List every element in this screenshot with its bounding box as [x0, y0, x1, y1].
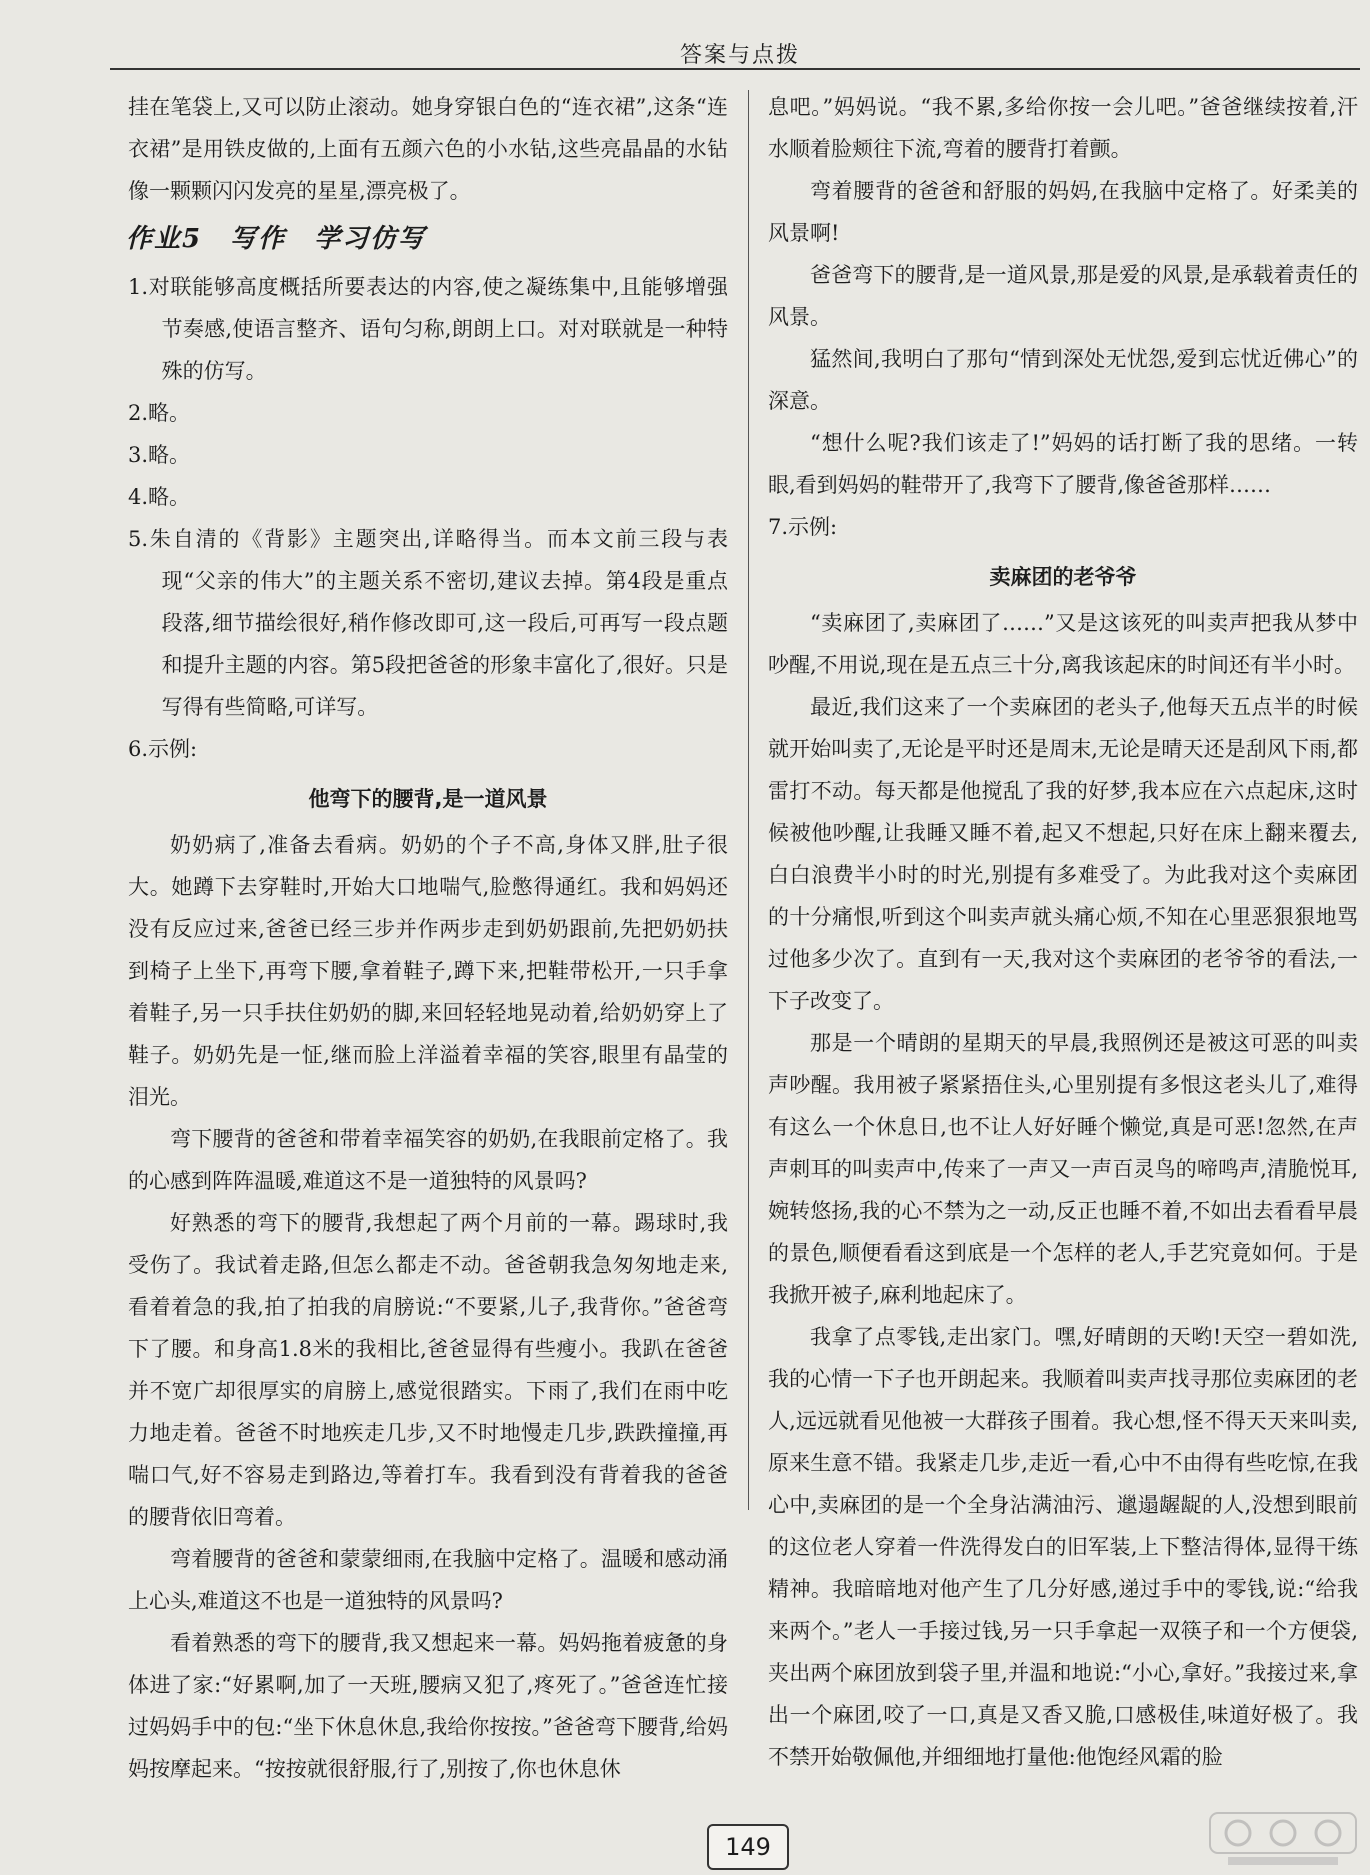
intro-paragraph: 挂在笔袋上,又可以防止滚动。她身穿银白色的“连衣裙”,这条“连衣裙”是用铁皮做的,上面有五颜六色的小水钻,这些亮晶晶的水钻像一颗颗闪闪发亮的星星,漂亮极了。	[128, 95, 728, 203]
essay1-continued-paragraph: 息吧。”妈妈说。“我不累,多给你按一会儿吧。”爸爸继续按着,汗水顺着脸颊往下流,弯着的腰背打着颤。	[768, 95, 1358, 161]
page-number: 149	[707, 1824, 789, 1870]
answer-item-4: 4.略。	[128, 485, 191, 509]
right-column	[768, 86, 1358, 1778]
essay1-continued-paragraph: 爸爸弯下的腰背,是一道风景,那是爱的风景,是承载着责任的风景。	[768, 263, 1358, 329]
answer-item-1: 1.对联能够高度概括所要表达的内容,使之凝练集中,且能够增强节奏感,使语言整齐、语句匀称,朗朗上口。对对联就是一种特殊的仿写。	[128, 275, 728, 383]
watermark-logo-icon	[1208, 1809, 1358, 1869]
essay1-paragraph: 看着熟悉的弯下的腰背,我又想起来一幕。妈妈拖着疲惫的身体进了家:“好累啊,加了一天班,腰病又犯了,疼死了。”爸爸连忙接过妈妈手中的包:“坐下休息休息,我给你按按。”爸爸弯下腰背,给妈妈按摩起来。“按按就很舒服,行了,别按了,你也休息休	[128, 1631, 728, 1781]
essay1-paragraph: 奶奶病了,准备去看病。奶奶的个子不高,身体又胖,肚子很大。她蹲下去穿鞋时,开始大口地喘气,脸憋得通红。我和妈妈还没有反应过来,爸爸已经三步并作两步走到奶奶跟前,先把奶奶扶到椅子上坐下,再弯下腰,拿着鞋子,蹲下来,把鞋带松开,一只手拿着鞋子,另一只手扶住奶奶的脚,来回轻轻地晃动着,给奶奶穿上了鞋子。奶奶先是一怔,继而脸上洋溢着幸福的笑容,眼里有晶莹的泪光。	[128, 833, 728, 1109]
essay2-paragraph: 我拿了点零钱,走出家门。嘿,好晴朗的天哟!天空一碧如洗,我的心情一下子也开朗起来。我顺着叫卖声找寻那位卖麻团的老人,远远就看见他被一大群孩子围着。我心想,怪不得天天来叫卖,原来生意不错。我紧走几步,走近一看,心中不由得有些吃惊,在我心中,卖麻团的是一个全身沾满油污、邋遢龌龊的人,没想到眼前的这位老人穿着一件洗得发白的旧军装,上下整洁得体,显得干练精神。我暗暗地对他产生了几分好感,递过手中的零钱,说:“给我来两个。”老人一手接过钱,另一只手拿起一双筷子和一个方便袋,夹出两个麻团放到袋子里,并温和地说:“小心,拿好。”我接过来,拿出一个麻团,咬了一口,真是又香又脆,口感极佳,味道好极了。我不禁开始敬佩他,并细细地打量他:他饱经风霜的脸	[768, 1325, 1358, 1769]
column-divider	[748, 90, 749, 1510]
answer-item-7: 7.示例:	[768, 515, 838, 539]
answer-item-5: 5.朱自清的《背影》主题突出,详略得当。而本文前三段与表现“父亲的伟大”的主题关系不密切,建议去掉。第4段是重点段落,细节描绘很好,稍作修改即可,这一段后,可再写一段点题和提升主题的内容。第5段把爸爸的形象丰富化了,很好。只是写得有些简略,可详写。	[128, 527, 728, 719]
essay1-paragraph: 弯着腰背的爸爸和蒙蒙细雨,在我脑中定格了。温暖和感动涌上心头,难道这不也是一道独特的风景吗?	[128, 1547, 728, 1613]
essay1-continued-paragraph: 弯着腰背的爸爸和舒服的妈妈,在我脑中定格了。好柔美的风景啊!	[768, 179, 1358, 245]
essay1-continued-paragraph: 猛然间,我明白了那句“情到深处无忧怨,爱到忘忧近佛心”的深意。	[768, 347, 1358, 413]
answer-item-2: 2.略。	[128, 401, 191, 425]
essay2-paragraph: 最近,我们这来了一个卖麻团的老头子,他每天五点半的时候就开始叫卖了,无论是平时还是周末,无论是晴天还是刮风下雨,都雷打不动。每天都是他搅乱了我的好梦,我本应在六点起床,这时候被他吵醒,让我睡又睡不着,起又不想起,只好在床上翻来覆去,白白浪费半小时的时光,别提有多难受了。为此我对这个卖麻团的十分痛恨,听到这个叫卖声就头痛心烦,不知在心里恶狠狠地骂过他多少次了。直到有一天,我对这个卖麻团的老爷爷的看法,一下子改变了。	[768, 695, 1358, 1013]
essay2-paragraph: 那是一个晴朗的星期天的早晨,我照例还是被这可恶的叫卖声吵醒。我用被子紧紧捂住头,心里别提有多恨这老头儿了,难得有这么一个休息日,也不让人好好睡个懒觉,真是可恶!忽然,在声声刺耳的叫卖声中,传来了一声又一声百灵鸟的啼鸣声,清脆悦耳,婉转悠扬,我的心不禁为之一动,反正也睡不着,不如出去看看早晨的景色,顺便看看这到底是一个怎样的老人,手艺究竟如何。于是我掀开被子,麻利地起床了。	[768, 1031, 1358, 1307]
essay2-paragraph: “卖麻团了,卖麻团了……”又是这该死的叫卖声把我从梦中吵醒,不用说,现在是五点三十分,离我该起床的时间还有半小时。	[768, 611, 1358, 677]
essay-title-2: 卖麻团的老爷爷	[989, 565, 1137, 589]
essay1-paragraph: 弯下腰背的爸爸和带着幸福笑容的奶奶,在我眼前定格了。我的心感到阵阵温暖,难道这不是一道独特的风景吗?	[128, 1127, 728, 1193]
header-title: 答案与点拨	[679, 43, 800, 68]
essay1-continued-paragraph: “想什么呢?我们该走了!”妈妈的话打断了我的思绪。一转眼,看到妈妈的鞋带开了,我弯下了腰背,像爸爸那样……	[768, 431, 1358, 497]
section-title: 作业5 写作 学习仿写	[126, 224, 427, 254]
answer-item-3: 3.略。	[128, 443, 191, 467]
left-column	[128, 86, 728, 1790]
page-header	[110, 30, 1360, 70]
answer-item-6: 6.示例:	[128, 737, 198, 761]
watermark-logo	[1208, 1809, 1358, 1869]
essay1-paragraph: 好熟悉的弯下的腰背,我想起了两个月前的一幕。踢球时,我受伤了。我试着走路,但怎么都走不动。爸爸朝我急匆匆地走来,看着着急的我,拍了拍我的肩膀说:“不要紧,儿子,我背你。”爸爸弯下了腰。和身高1.8米的我相比,爸爸显得有些瘦小。我趴在爸爸并不宽广却很厚实的肩膀上,感觉很踏实。下雨了,我们在雨中吃力地走着。爸爸不时地疾走几步,又不时地慢走几步,跌跌撞撞,再喘口气,好不容易走到路边,等着打车。我看到没有背着我的爸爸的腰背依旧弯着。	[128, 1211, 728, 1529]
essay-title-1: 他弯下的腰背,是一道风景	[308, 787, 548, 811]
